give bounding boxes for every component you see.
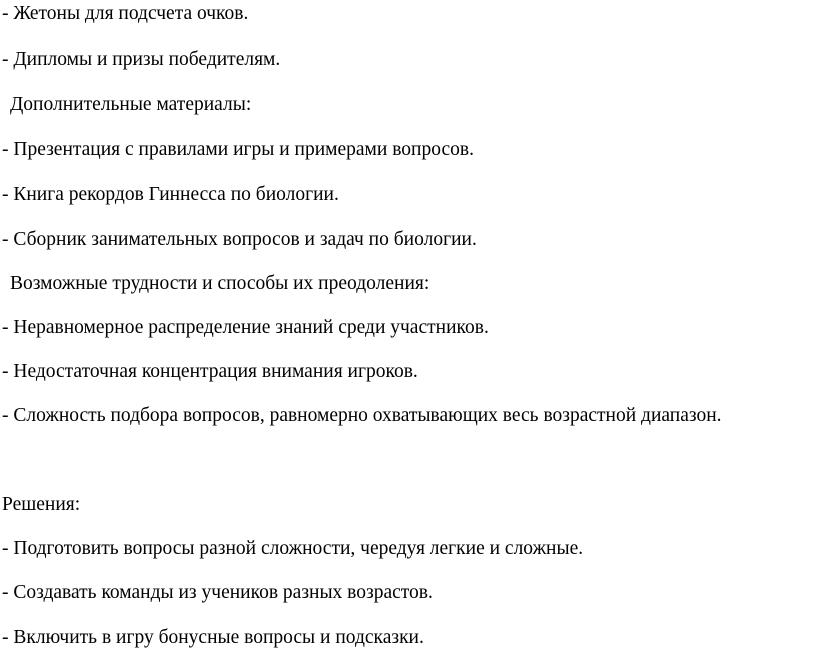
list-item: - Дипломы и призы победителям.	[2, 49, 281, 70]
list-item: - Подготовить вопросы разной сложности, чередуя легкие и сложные.	[2, 538, 584, 559]
list-item: - Неравномерное распределение знаний среди участников.	[2, 317, 489, 338]
list-item: - Создавать команды из учеников разных возрастов.	[2, 582, 433, 603]
list-item: - Презентация с правилами игры и примерами вопросов.	[2, 139, 474, 160]
section-heading: Решения:	[2, 494, 81, 515]
list-item: - Книга рекордов Гиннесса по биологии.	[2, 184, 339, 205]
list-item: - Сборник занимательных вопросов и задач по биологии.	[2, 229, 477, 250]
list-item: - Жетоны для подсчета очков.	[2, 3, 249, 24]
list-item: - Сложность подбора вопросов, равномерно охватывающих весь возрастной диапазон.	[2, 405, 722, 426]
list-item: - Недостаточная концентрация внимания игроков.	[2, 361, 418, 382]
list-item: - Включить в игру бонусные вопросы и подсказки.	[2, 627, 424, 648]
section-heading: Возможные трудности и способы их преодоления:	[10, 273, 430, 294]
section-heading: Дополнительные материалы:	[10, 94, 252, 115]
